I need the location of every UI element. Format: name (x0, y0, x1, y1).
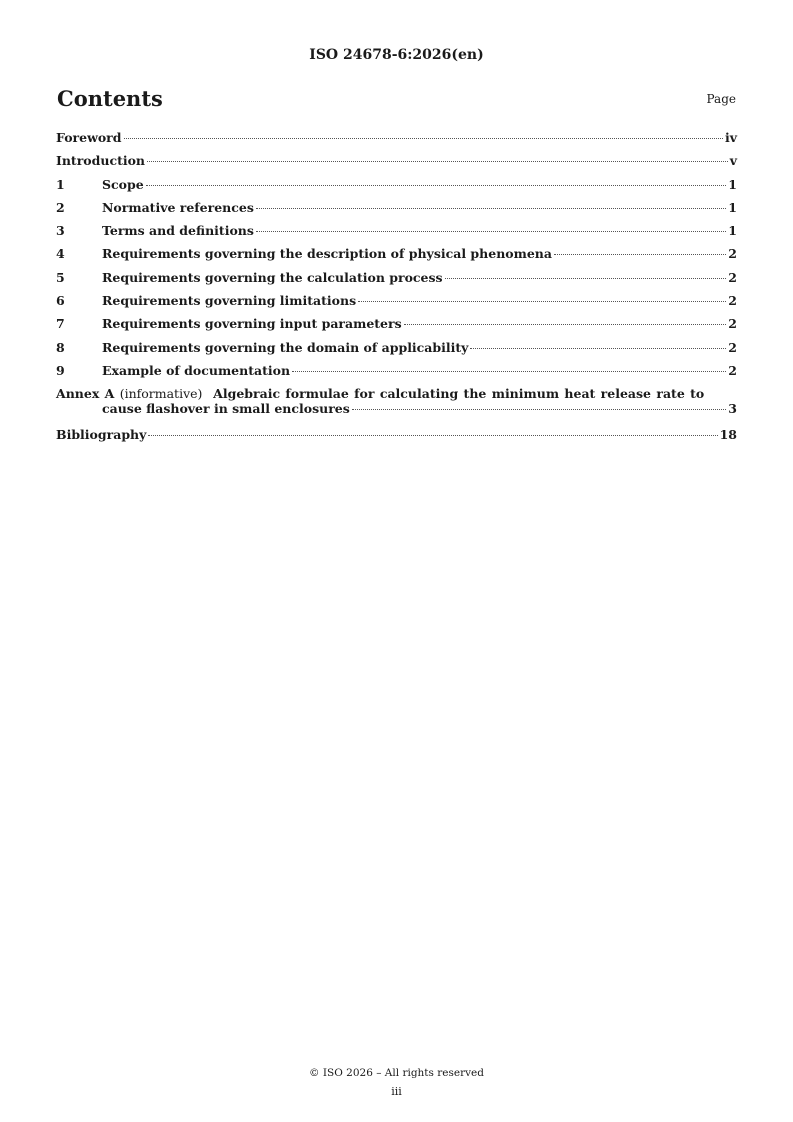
toc-entry-number: 3 (56, 223, 65, 239)
toc-entry-number: 2 (56, 199, 65, 215)
copyright-notice: © ISO 2026 – All rights reserved (309, 1067, 484, 1079)
toc-entry-terms-and-definitions[interactable] (56, 223, 737, 246)
toc-entry-title: Bibliography (56, 427, 147, 443)
toc-entry-number: 5 (56, 269, 65, 285)
dot-leader (147, 160, 728, 162)
toc-entry-page: 2 (728, 293, 737, 309)
toc-entry-number: 8 (56, 339, 65, 355)
dot-leader (445, 277, 727, 279)
dot-leader (124, 137, 723, 139)
dot-leader (470, 347, 726, 349)
toc-entry-page: 2 (728, 362, 737, 378)
toc-entry-introduction[interactable] (56, 153, 737, 176)
toc-entry-physical-phenomena[interactable] (56, 246, 737, 269)
contents-title: Contents (57, 86, 163, 111)
footer-page-number: iii (391, 1085, 402, 1098)
dot-leader (352, 408, 727, 410)
toc-entry-page: 1 (728, 199, 737, 215)
toc-entry-page: 2 (728, 339, 737, 355)
toc-entry-title: Requirements governing the calculation process (102, 269, 443, 285)
dot-leader (292, 370, 726, 372)
toc-entry-title: Requirements governing input parameters (102, 316, 402, 332)
toc-entry-page: 1 (728, 176, 737, 192)
toc-entry-title: Example of documentation (102, 362, 291, 378)
toc-entry-title: Normative references (102, 199, 254, 215)
toc-entry-title: Introduction (56, 153, 146, 169)
dot-leader (554, 253, 726, 255)
toc-entry-foreword[interactable] (56, 130, 737, 153)
toc-entry-title: Requirements governing limitations (102, 293, 357, 309)
page-column-label: Page (706, 92, 736, 106)
annex-qualifier: (informative) (119, 386, 203, 402)
toc-entry-title: Foreword (56, 130, 122, 145)
toc-entry-domain-of-applicability[interactable] (56, 340, 737, 363)
toc-entry-title: Requirements governing the description of physical phenomena (102, 246, 552, 262)
dot-leader (256, 207, 726, 209)
toc-entry-normative-references[interactable] (56, 200, 737, 223)
toc-entry-page: 3 (728, 401, 737, 417)
toc-entry-annex-a[interactable] (56, 386, 737, 427)
toc-entry-number: 4 (56, 246, 65, 262)
toc-entry-example-of-documentation[interactable] (56, 363, 737, 386)
toc-entry-limitations[interactable] (56, 293, 737, 316)
dot-leader (404, 323, 727, 325)
annex-title-line2: cause flashover in small enclosures (102, 401, 350, 417)
toc-entry-page: 2 (728, 316, 737, 332)
toc-entry-number: 1 (56, 176, 65, 192)
toc-entry-page: 1 (728, 223, 737, 239)
toc-entry-input-parameters[interactable] (56, 316, 737, 339)
dot-leader (146, 184, 727, 186)
toc-entry-number: 9 (56, 362, 65, 378)
toc-entry-title: Terms and definitions (102, 223, 254, 239)
toc-entry-scope[interactable] (56, 177, 737, 200)
toc-entry-number: 7 (56, 316, 65, 332)
annex-title-line1: Algebraic formulae for calculating the minimum heat release rate to (213, 386, 705, 402)
toc-entry-page: v (729, 153, 737, 169)
dot-leader (148, 434, 717, 436)
dot-leader (358, 300, 726, 302)
toc-entry-bibliography[interactable] (56, 427, 737, 450)
document-header: ISO 24678-6:2026(en) (309, 47, 484, 63)
toc-entry-page: 2 (728, 269, 737, 285)
annex-label: Annex A (56, 386, 115, 402)
toc-entry-page: 18 (719, 427, 737, 443)
table-of-contents (56, 130, 737, 451)
toc-entry-page: iv (724, 130, 737, 145)
toc-entry-page: 2 (728, 246, 737, 262)
toc-entry-title: Scope (102, 176, 144, 192)
dot-leader (256, 230, 726, 232)
toc-entry-calculation-process[interactable] (56, 270, 737, 293)
toc-entry-number: 6 (56, 293, 65, 309)
toc-entry-title: Requirements governing the domain of applicability (102, 339, 469, 355)
